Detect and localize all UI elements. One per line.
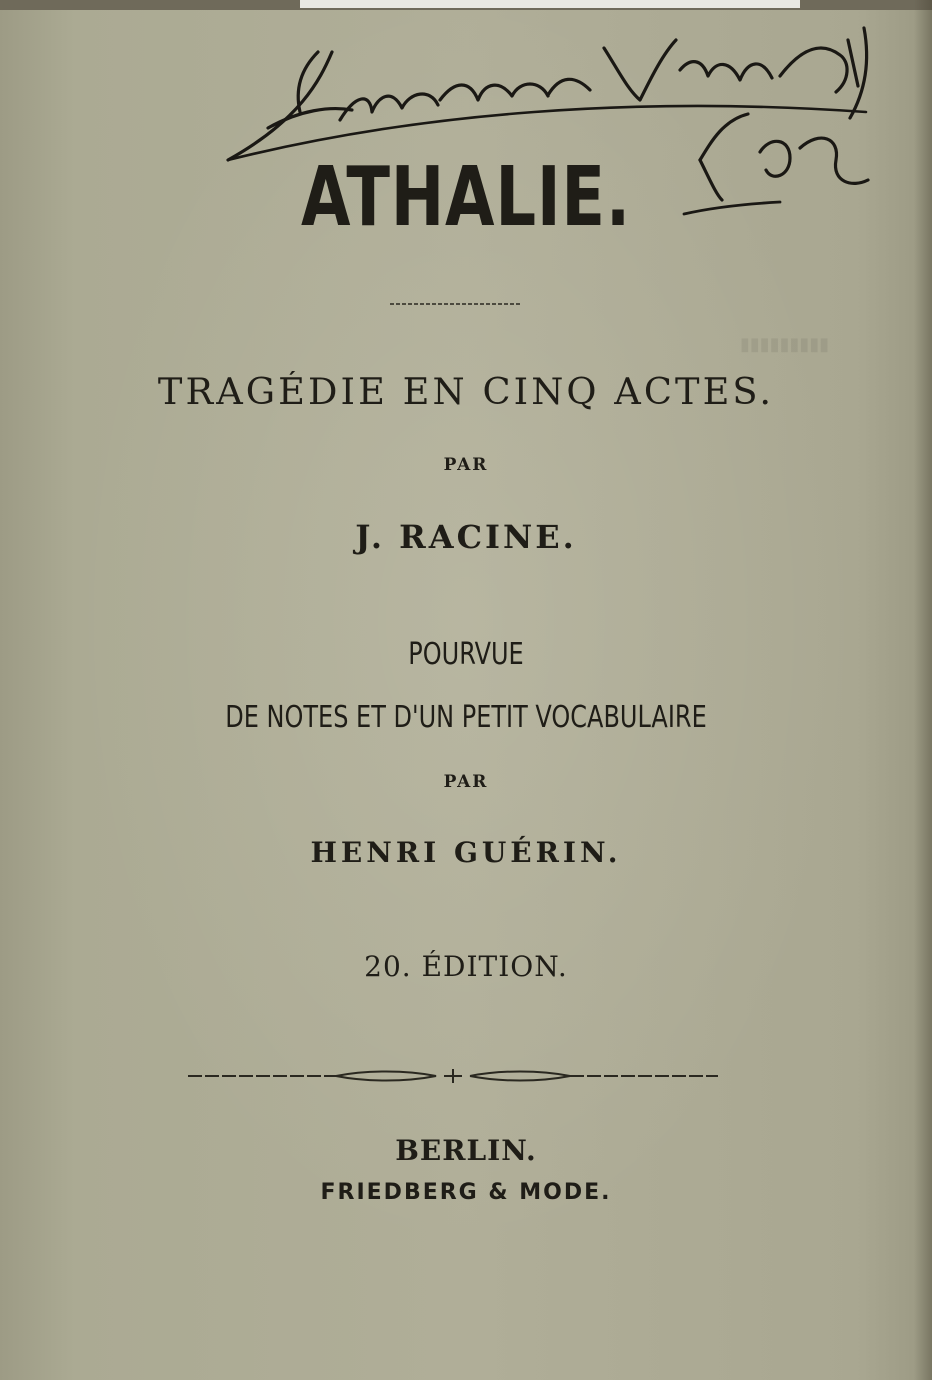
bleed-through-texture: ▮▮▮▮▮▮▮▮▮ (740, 334, 830, 355)
title-divider (388, 298, 522, 310)
publisher-name: FRIEDBERG & MODE. (320, 1180, 612, 1205)
by-label-author: PAR (443, 455, 489, 475)
edition-number: 20. ÉDITION. (364, 950, 568, 983)
handwritten-inscription-text: Hermane Voiro dij Vel (0, 0, 9, 1)
book-title: ATHALIE. (301, 150, 631, 245)
author-name: J. RACINE. (355, 518, 577, 556)
editor-name: HENRI GUÉRIN. (310, 836, 622, 869)
publication-city: BERLIN. (395, 1134, 537, 1167)
provision-line-1: POURVUE (408, 637, 524, 672)
by-label-editor: PAR (443, 772, 489, 792)
provision-line-2: DE NOTES ET D'UN PETIT VOCABULAIRE (225, 700, 707, 735)
ornamental-rule (186, 1066, 720, 1086)
subtitle: TRAGÉDIE EN CINQ ACTES. (157, 372, 775, 413)
